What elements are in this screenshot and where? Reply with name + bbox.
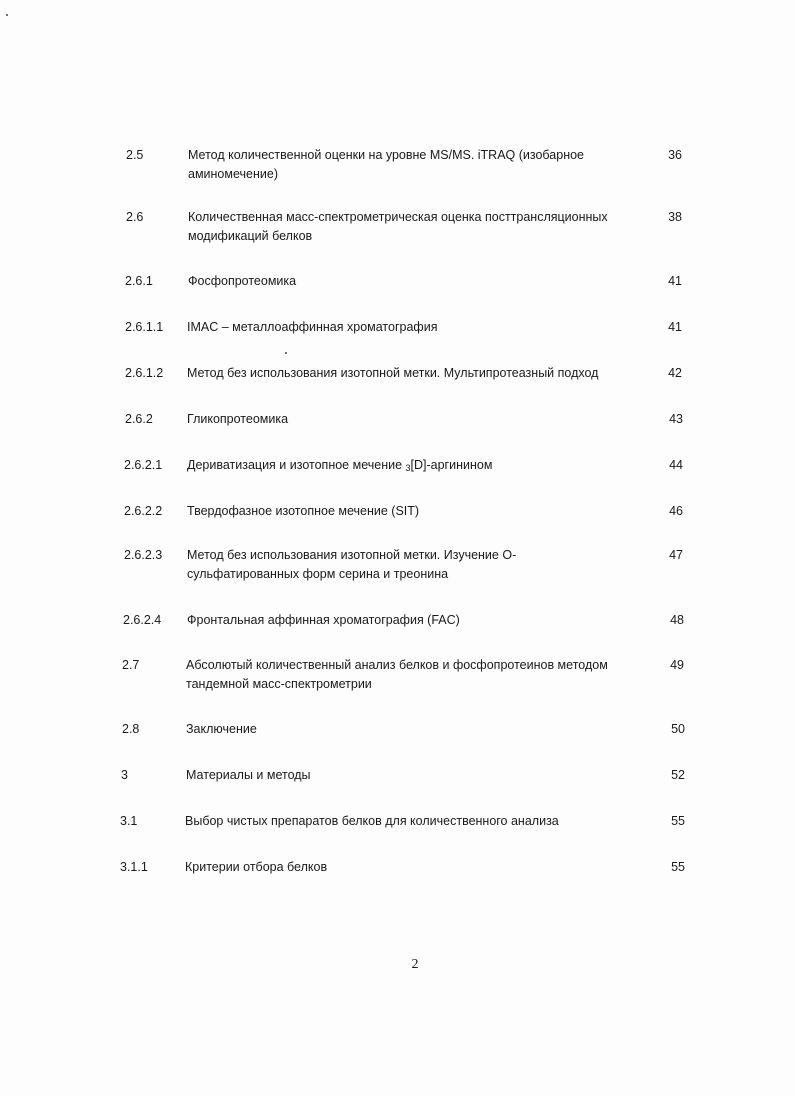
toc-entry-title: Фосфопротеомика xyxy=(188,274,297,288)
toc-entry-number: 3.1 xyxy=(120,814,138,828)
toc-entry-page: 55 xyxy=(671,860,685,874)
toc-entry-title: Гликопротеомика xyxy=(187,412,289,426)
page-number: 2 xyxy=(411,957,419,972)
toc-entry-title: Критерии отбора белков xyxy=(185,860,328,874)
toc-entry-number: 2.6.2.2 xyxy=(124,504,163,518)
toc-entry-title: Количественная масс-спектрометрическая оценка посттрансляционных модификаций белков xyxy=(188,210,608,243)
toc-entry-number: 2.5 xyxy=(126,148,144,162)
toc-entry-number: 2.6.1.1 xyxy=(125,320,164,334)
toc-entry-number: 3 xyxy=(121,768,128,782)
toc-entry-title: IMAC – металлоаффинная хроматография xyxy=(187,320,438,334)
toc-entry-page: 47 xyxy=(669,548,683,562)
toc-entry-page: 38 xyxy=(668,210,682,224)
toc-entry-number: 2.6.1 xyxy=(125,274,153,288)
toc-entry-title: Метод без использования изотопной метки. Изучение О-сульфатированных форм серина и треонина xyxy=(187,548,517,581)
toc-entry-number: 3.1.1 xyxy=(120,860,148,874)
toc-entry-page: 43 xyxy=(669,412,683,426)
toc-entry-page: 49 xyxy=(670,658,684,672)
toc-entry-number: 2.6.1.2 xyxy=(125,366,164,380)
toc-entry-title: Метод количественной оценки на уровне MS/MS. iTRAQ (изобарное аминомечение) xyxy=(188,148,585,181)
toc-entry-title-text: Дериватизация и изотопное мечение xyxy=(187,458,406,472)
toc-entry-number: 2.8 xyxy=(122,722,140,736)
toc-entry-page: 42 xyxy=(668,366,682,380)
toc-entry-page: 52 xyxy=(671,768,685,782)
toc-entry-number: 2.7 xyxy=(122,658,140,672)
toc-entry-title-subscript: 3 xyxy=(405,463,411,473)
scan-speck xyxy=(6,14,8,16)
toc-entry-page: 46 xyxy=(669,504,683,518)
toc-entry-title: Выбор чистых препаратов белков для количественного анализа xyxy=(185,814,559,828)
scan-speck xyxy=(285,352,287,354)
toc-entry-page: 55 xyxy=(671,814,685,828)
toc-entry-page: 41 xyxy=(668,274,682,288)
toc-entry-page: 44 xyxy=(669,458,683,472)
toc-entry-title: Фронтальная аффинная хроматография (FAC) xyxy=(187,613,460,627)
toc-entry-page: 50 xyxy=(671,722,685,736)
toc-entry-number: 2.6.2.1 xyxy=(124,458,163,472)
toc-entry-page: 36 xyxy=(668,148,682,162)
toc-entry-number: 2.6 xyxy=(126,210,144,224)
toc-entry-title: Абсолютый количественный анализ белков и фосфопротеинов методом тандемной масс-спектрометрии xyxy=(186,658,608,691)
toc-entry-title: Материалы и методы xyxy=(186,768,311,782)
toc-entry-title-text: [D]-аргинином xyxy=(410,458,493,472)
toc-entry-title: Твердофазное изотопное мечение (SIT) xyxy=(187,504,420,518)
toc-entry-number: 2.6.2.3 xyxy=(124,548,163,562)
toc-entry-number: 2.6.2.4 xyxy=(123,613,162,627)
toc-entry-page: 41 xyxy=(668,320,682,334)
toc-entry-title: Заключение xyxy=(186,722,257,736)
toc-entry-number: 2.6.2 xyxy=(125,412,153,426)
toc-entry-title: Метод без использования изотопной метки. Мультипротеазный подход xyxy=(187,366,599,380)
toc-entry-page: 48 xyxy=(670,613,684,627)
toc-entry-title xyxy=(187,456,647,478)
